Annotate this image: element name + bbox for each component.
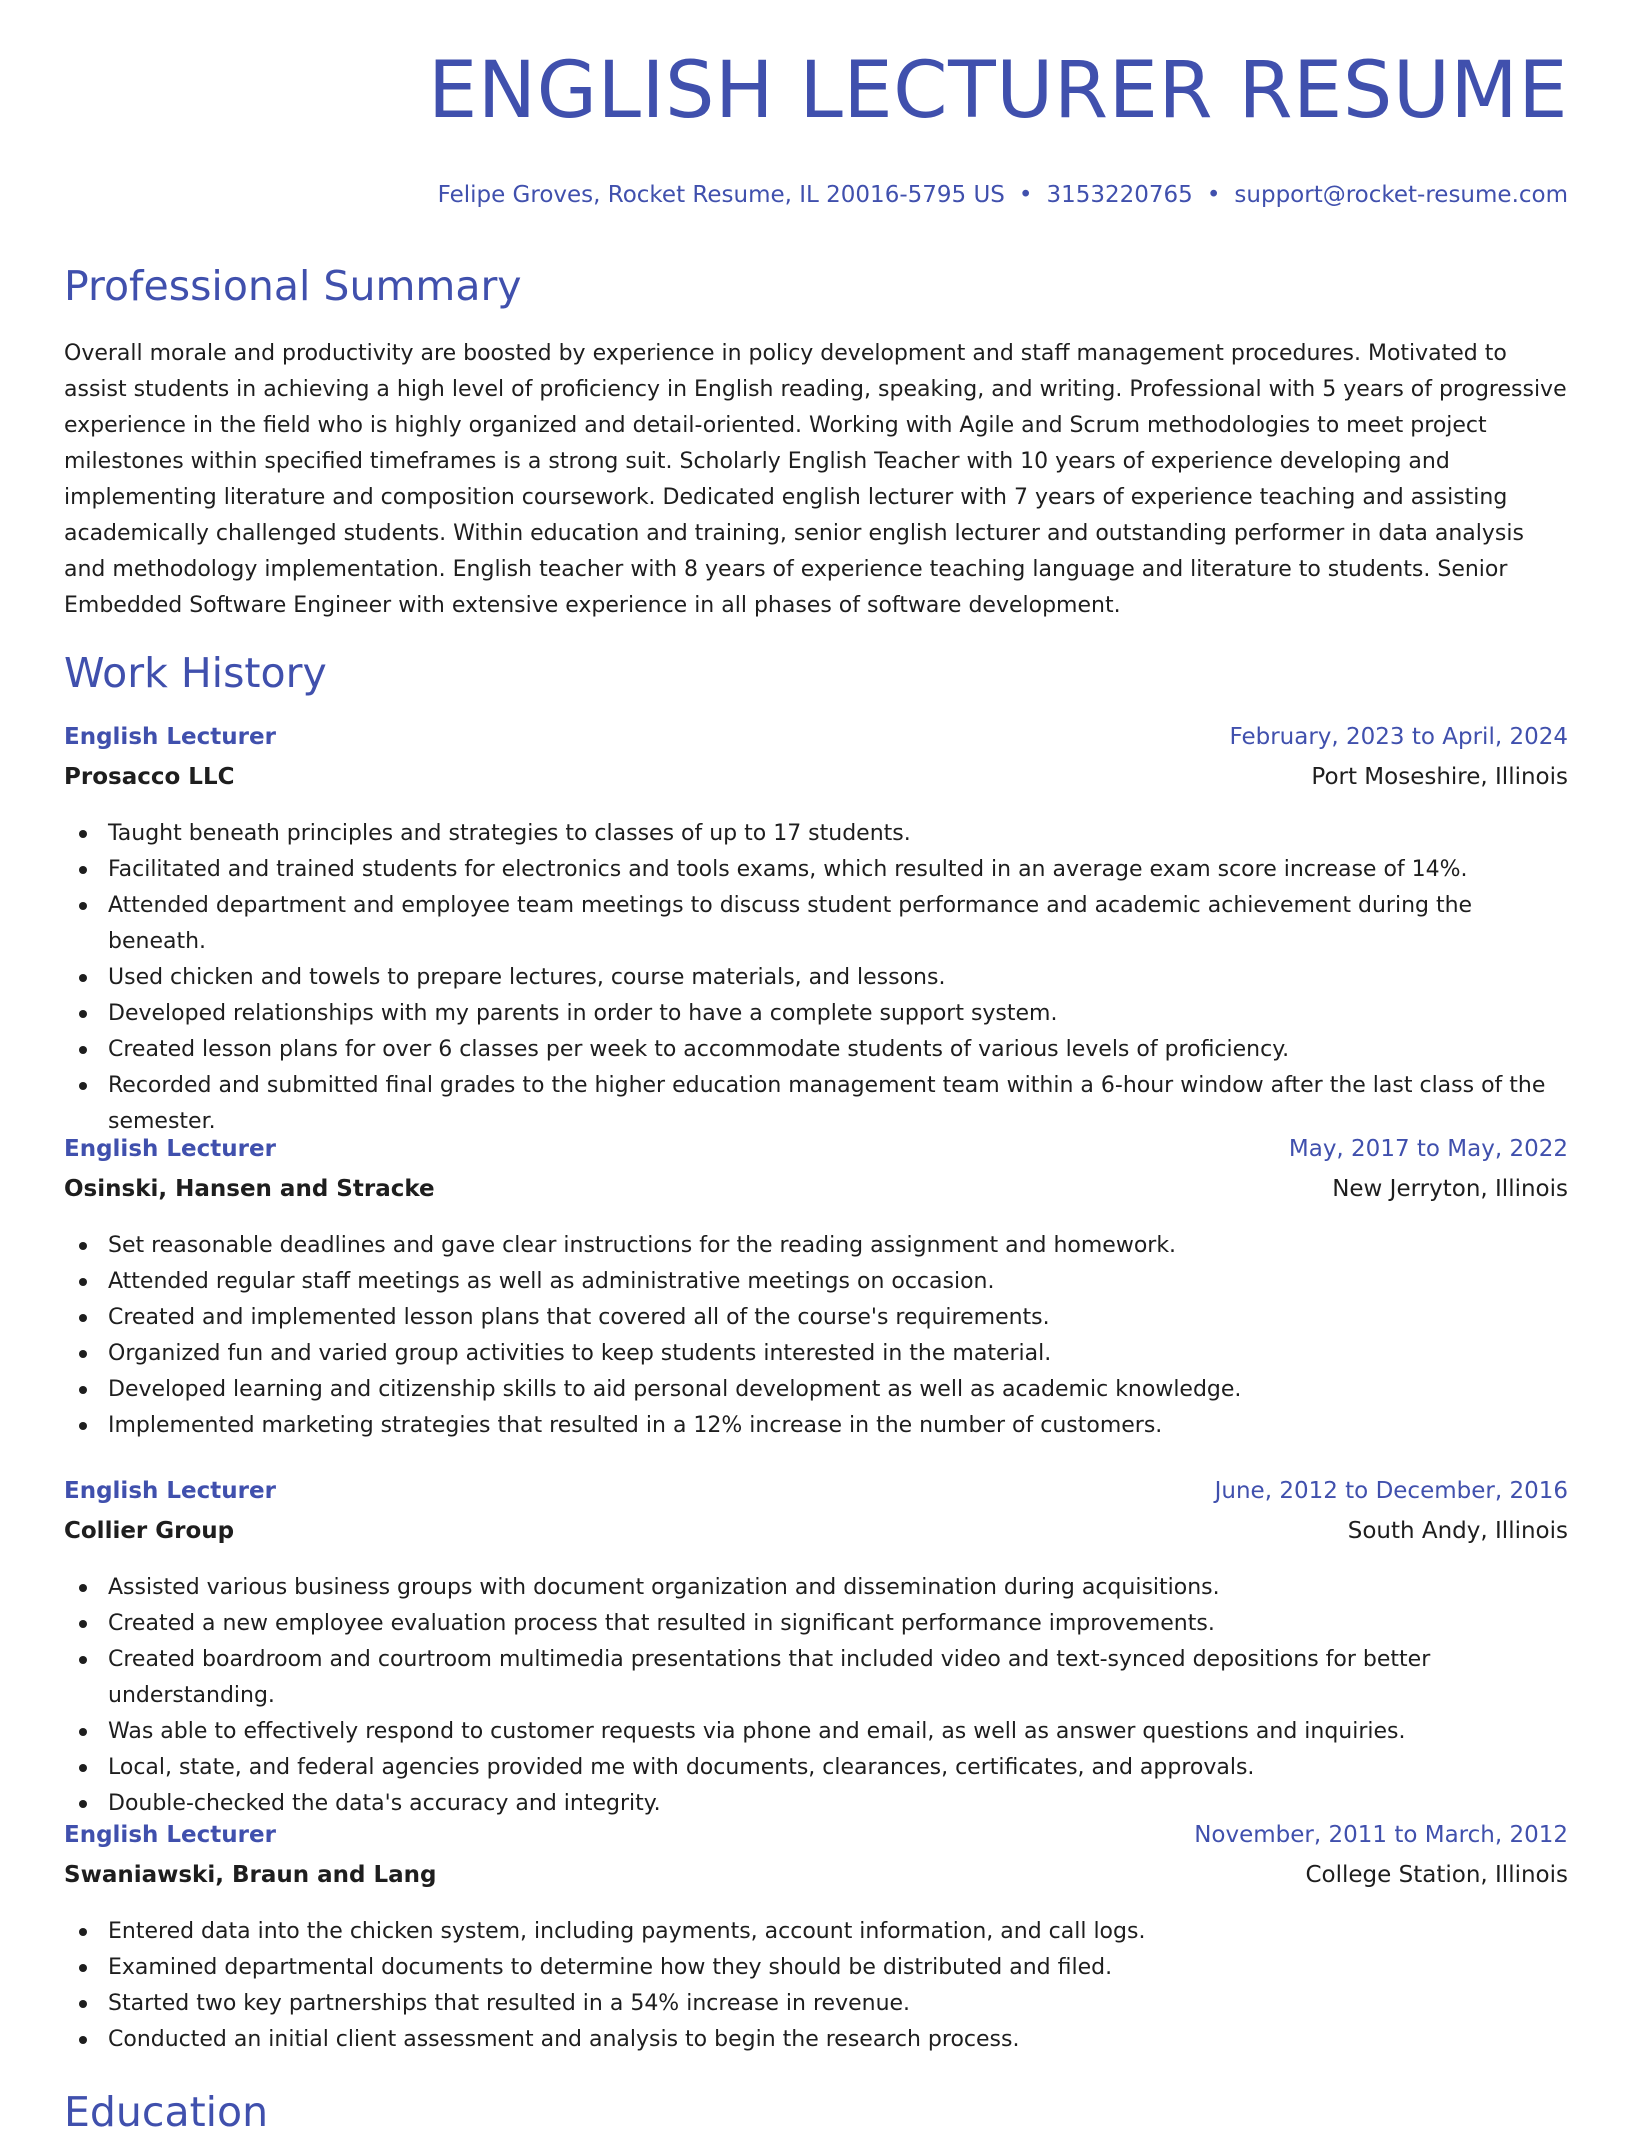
bullet-dot bbox=[79, 1082, 87, 1090]
job-bullets bbox=[64, 1228, 1568, 1444]
job-entry bbox=[64, 1478, 1568, 1822]
job-bullets bbox=[64, 816, 1568, 1140]
bullet-item: Created lesson plans for over 6 classes per week to accommodate students of various levels of proficiency. bbox=[64, 1032, 1568, 1068]
bullet-dot bbox=[79, 1314, 87, 1322]
summary-heading: Professional Summary bbox=[64, 262, 522, 310]
contact-separator: • bbox=[1206, 182, 1221, 208]
job-location: South Andy, Illinois bbox=[1347, 1518, 1568, 1544]
bullet-dot bbox=[79, 1010, 87, 1018]
bullet-dot bbox=[79, 1242, 87, 1250]
job-title-row bbox=[64, 1478, 1568, 1518]
bullet-item: Attended department and employee team meetings to discuss student performance and academic achievement during the beneath. bbox=[64, 888, 1568, 960]
job-role: English Lecturer bbox=[64, 1478, 276, 1504]
bullet-item: Examined departmental documents to determine how they should be distributed and filed. bbox=[64, 1950, 1568, 1986]
bullet-dot bbox=[79, 1422, 87, 1430]
job-dates: November, 2011 to March, 2012 bbox=[1194, 1822, 1568, 1848]
job-dates: June, 2012 to December, 2016 bbox=[1214, 1478, 1568, 1504]
bullet-item: Entered data into the chicken system, including payments, account information, and call logs. bbox=[64, 1914, 1568, 1950]
job-title-row bbox=[64, 724, 1568, 764]
bullet-dot bbox=[79, 2036, 87, 2044]
job-entry bbox=[64, 1136, 1568, 1444]
bullet-dot bbox=[79, 1350, 87, 1358]
bullet-dot bbox=[79, 1728, 87, 1736]
job-company-row bbox=[64, 1176, 1568, 1216]
bullet-dot bbox=[79, 2000, 87, 2008]
bullet-dot bbox=[79, 1764, 87, 1772]
bullet-dot bbox=[79, 1964, 87, 1972]
job-title-row bbox=[64, 1136, 1568, 1176]
job-dates: February, 2023 to April, 2024 bbox=[1229, 724, 1568, 750]
bullet-dot bbox=[79, 1800, 87, 1808]
bullet-item: Facilitated and trained students for electronics and tools exams, which resulted in an average exam score increase of 14%. bbox=[64, 852, 1568, 888]
bullet-dot bbox=[79, 830, 87, 838]
bullet-item: Created a new employee evaluation process that resulted in significant performance improvements. bbox=[64, 1606, 1568, 1642]
bullet-dot bbox=[79, 1278, 87, 1286]
bullet-item: Attended regular staff meetings as well as administrative meetings on occasion. bbox=[64, 1264, 1568, 1300]
bullet-dot bbox=[79, 902, 87, 910]
job-title-row bbox=[64, 1822, 1568, 1862]
bullet-item: Developed learning and citizenship skills to aid personal development as well as academic knowledge. bbox=[64, 1372, 1568, 1408]
job-company-row bbox=[64, 1518, 1568, 1558]
job-company: Prosacco LLC bbox=[64, 764, 235, 790]
bullet-item: Double-checked the data's accuracy and integrity. bbox=[64, 1786, 1568, 1822]
job-location: College Station, Illinois bbox=[1305, 1862, 1568, 1888]
bullet-item: Conducted an initial client assessment and analysis to begin the research process. bbox=[64, 2022, 1568, 2058]
job-role: English Lecturer bbox=[64, 724, 276, 750]
bullet-item: Created boardroom and courtroom multimedia presentations that included video and text-synced depositions for better understanding. bbox=[64, 1642, 1568, 1714]
job-company-row bbox=[64, 1862, 1568, 1902]
bullet-dot bbox=[79, 1386, 87, 1394]
job-bullets bbox=[64, 1914, 1568, 2058]
job-entry bbox=[64, 724, 1568, 1140]
contact-line bbox=[438, 184, 1568, 207]
job-company: Collier Group bbox=[64, 1518, 235, 1544]
bullet-item: Was able to effectively respond to customer requests via phone and email, as well as answer questions and inquiries. bbox=[64, 1714, 1568, 1750]
job-location: New Jerryton, Illinois bbox=[1332, 1176, 1568, 1202]
job-location: Port Moseshire, Illinois bbox=[1311, 764, 1568, 790]
job-dates: May, 2017 to May, 2022 bbox=[1288, 1136, 1568, 1162]
job-role: English Lecturer bbox=[64, 1136, 276, 1162]
bullet-dot bbox=[79, 974, 87, 982]
job-role: English Lecturer bbox=[64, 1822, 276, 1848]
bullet-dot bbox=[79, 1928, 87, 1936]
bullet-dot bbox=[79, 1656, 87, 1664]
bullet-dot bbox=[79, 1046, 87, 1054]
bullet-item: Assisted various business groups with document organization and dissemination during acquisitions. bbox=[64, 1570, 1568, 1606]
bullet-item: Organized fun and varied group activities to keep students interested in the material. bbox=[64, 1336, 1568, 1372]
job-company: Osinski, Hansen and Stracke bbox=[64, 1176, 435, 1202]
bullet-dot bbox=[79, 1620, 87, 1628]
bullet-item: Implemented marketing strategies that resulted in a 12% increase in the number of customers. bbox=[64, 1408, 1568, 1444]
job-entry bbox=[64, 1822, 1568, 2058]
bullet-item: Set reasonable deadlines and gave clear instructions for the reading assignment and homework. bbox=[64, 1228, 1568, 1264]
contact-separator: • bbox=[1018, 182, 1033, 208]
job-bullets bbox=[64, 1570, 1568, 1822]
bullet-item: Recorded and submitted final grades to the higher education management team within a 6-hour window after the last class of the semester. bbox=[64, 1068, 1568, 1140]
job-company: Swaniawski, Braun and Lang bbox=[64, 1862, 437, 1888]
bullet-dot bbox=[79, 1584, 87, 1592]
contact-phone: 3153220765 bbox=[1046, 182, 1193, 208]
bullet-item: Local, state, and federal agencies provided me with documents, clearances, certificates, and approvals. bbox=[64, 1750, 1568, 1786]
contact-email: support@rocket-resume.com bbox=[1234, 182, 1568, 208]
job-company-row bbox=[64, 764, 1568, 804]
bullet-item: Developed relationships with my parents in order to have a complete support system. bbox=[64, 996, 1568, 1032]
bullet-dot bbox=[79, 866, 87, 874]
bullet-item: Used chicken and towels to prepare lectures, course materials, and lessons. bbox=[64, 960, 1568, 996]
bullet-item: Started two key partnerships that resulted in a 54% increase in revenue. bbox=[64, 1986, 1568, 2022]
bullet-item: Created and implemented lesson plans that covered all of the course's requirements. bbox=[64, 1300, 1568, 1336]
summary-text: Overall morale and productivity are boosted by experience in policy development and staff management procedures. Motivated to assist students in achieving a high level of proficiency in English reading, speaking, and writing. Professional with 5 years of progressive experience in the field who is highly organized and detail-oriented. Working with Agile and Scrum methodologies to meet project milestones within specified timeframes is a strong suit. Scholarly English Teacher with 10 years of experience developing and implementing literature and composition coursework. Dedicated english lecturer with 7 years of experience teaching and assisting academically challenged students. Within education and training, senior english lecturer and outstanding performer in data analysis and methodology implementation. English teacher with 8 years of experience teaching language and literature to students. Senior Embedded Software Engineer with extensive experience in all phases of software development. bbox=[64, 341, 1567, 618]
education-heading: Education bbox=[64, 2088, 269, 2136]
contact-address: Felipe Groves, Rocket Resume, IL 20016-5795 US bbox=[437, 182, 1005, 208]
bullet-item: Taught beneath principles and strategies to classes of up to 17 students. bbox=[64, 816, 1568, 852]
work-history-heading: Work History bbox=[64, 649, 327, 697]
resume-title: ENGLISH LECTURER RESUME bbox=[427, 46, 1568, 136]
